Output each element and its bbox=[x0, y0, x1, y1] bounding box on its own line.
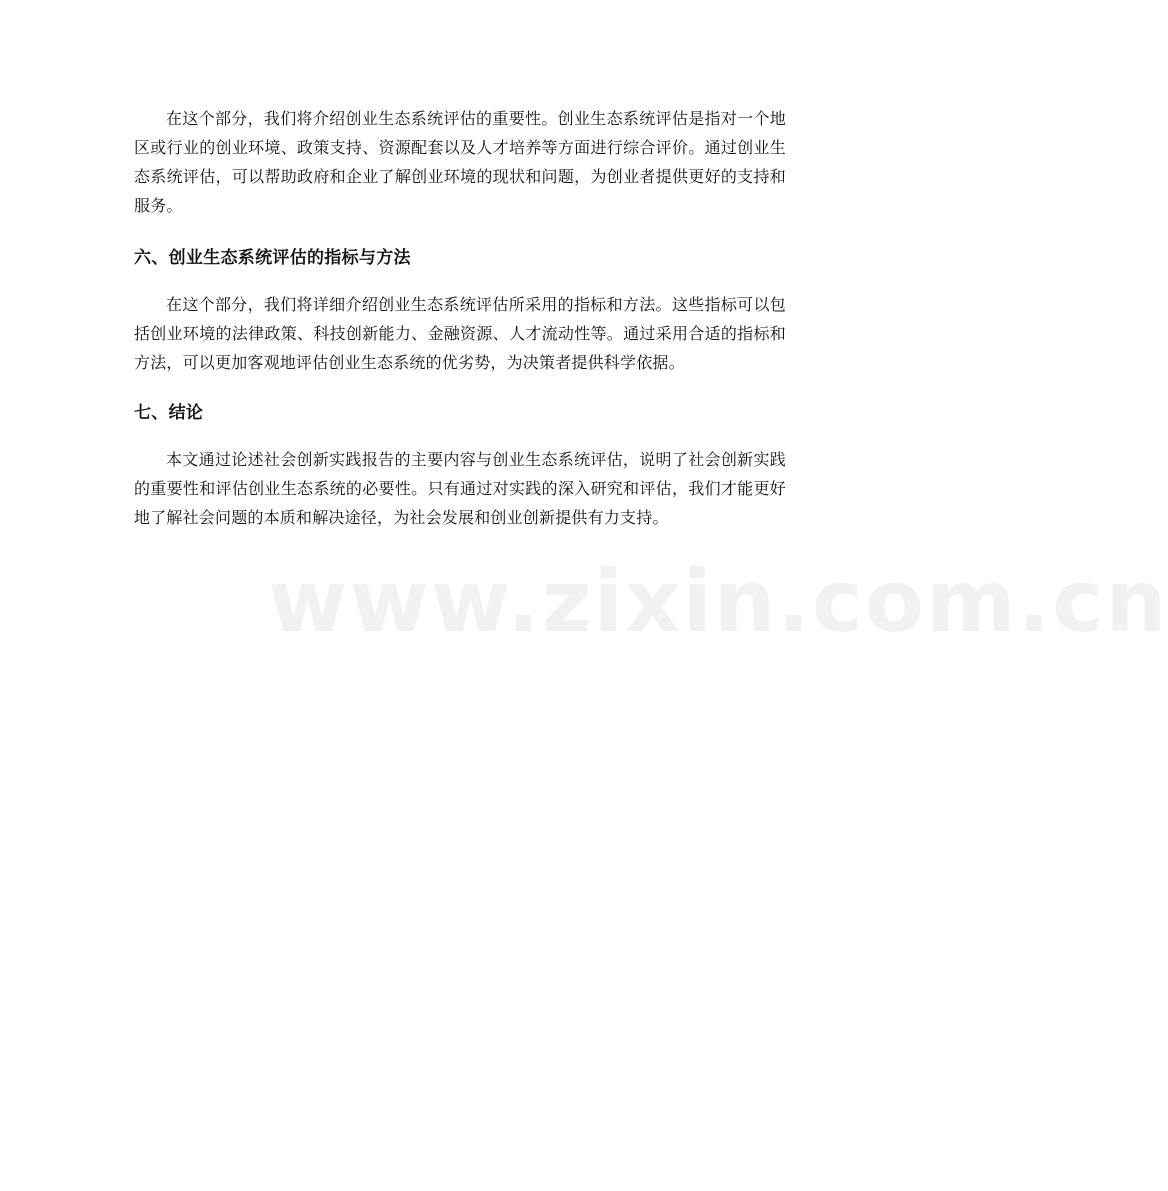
section-7-heading: 七、结论 bbox=[134, 403, 204, 423]
section-6-heading: 六、创业生态系统评估的指标与方法 bbox=[134, 248, 411, 268]
watermark-text: www.zixin.com.cn bbox=[268, 552, 1168, 652]
intro-paragraph: 在这个部分，我们将介绍创业生态系统评估的重要性。创业生态系统评估是指对一个地区或行业的创业环境、政策支持、资源配套以及人才培养等方面进行综合评价。通过创业生态系统评估，可以帮助政府和企业了解创业环境的现状和问题，为创业者提供更好的支持和服务。 bbox=[134, 109, 786, 215]
document-body bbox=[134, 104, 786, 532]
section-7-paragraph: 本文通过论述社会创新实践报告的主要内容与创业生态系统评估，说明了社会创新实践的重要性和评估创业生态系统的必要性。只有通过对实践的深入研究和评估，我们才能更好地了解社会问题的本质和解决途径，为社会发展和创业创新提供有力支持。 bbox=[134, 450, 786, 527]
section-6-paragraph: 在这个部分，我们将详细介绍创业生态系统评估所采用的指标和方法。这些指标可以包括创业环境的法律政策、科技创新能力、金融资源、人才流动性等。通过采用合适的指标和方法，可以更加客观地评估创业生态系统的优劣势，为决策者提供科学依据。 bbox=[134, 295, 786, 372]
